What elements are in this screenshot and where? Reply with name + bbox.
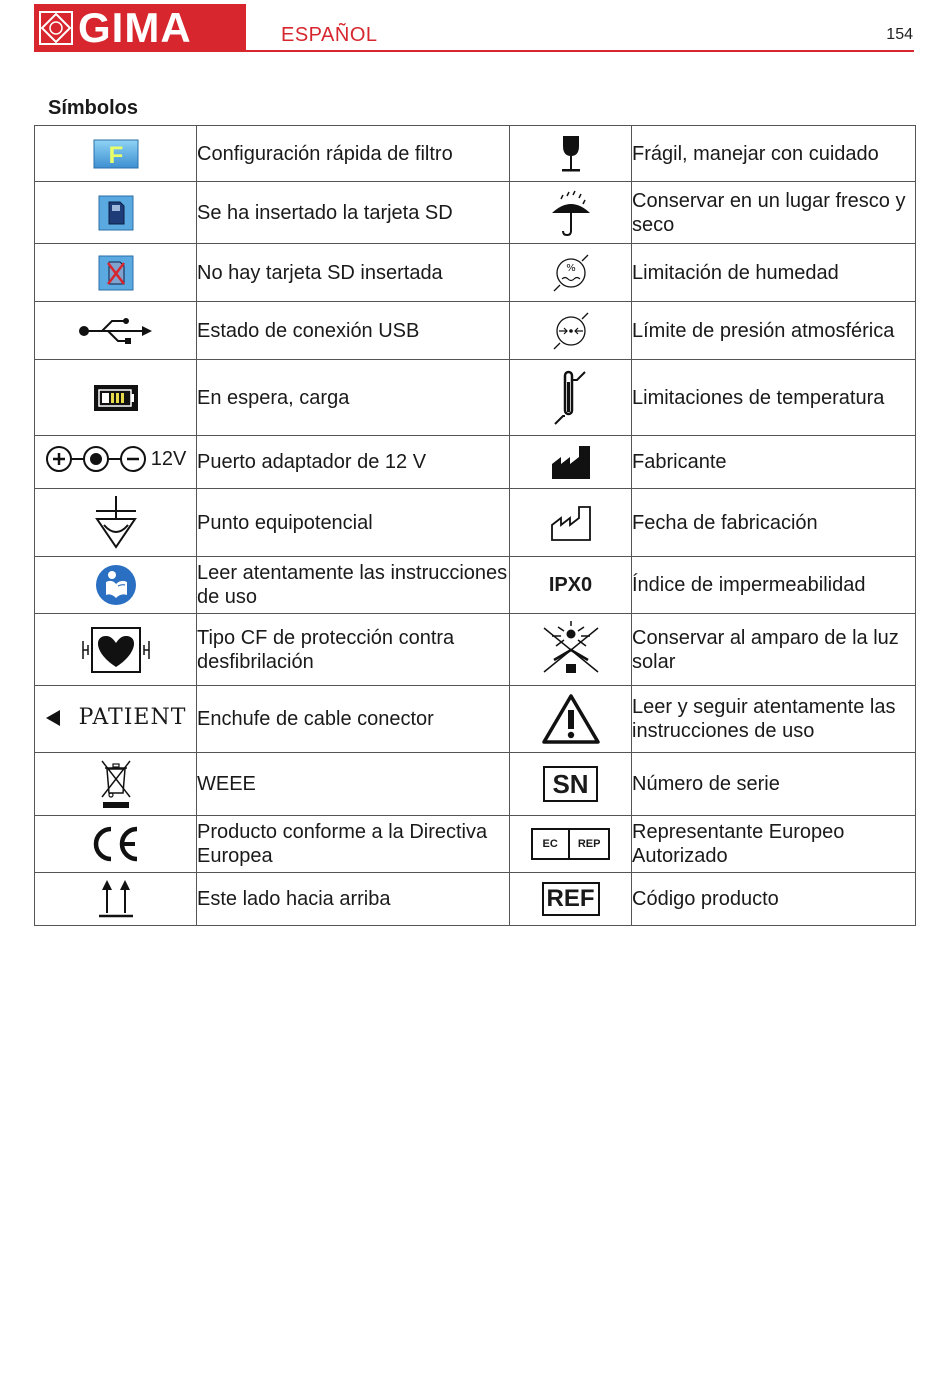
table-row <box>35 360 916 436</box>
symbol-description: Número de serie <box>632 753 916 816</box>
table-row <box>35 686 916 753</box>
symbol-description: Leer y seguir atentamente las instrucciones de uso <box>632 686 916 753</box>
symbol-description: Conservar al amparo de la luz solar <box>632 614 916 686</box>
read-instructions-icon <box>95 564 137 606</box>
symbol-description: Configuración rápida de filtro <box>197 126 510 182</box>
symbol-description: Código producto <box>632 873 916 926</box>
temperature-limit-icon <box>551 368 591 428</box>
svg-text:F: F <box>108 141 123 169</box>
fragile-glass-icon <box>556 134 586 174</box>
table-row <box>35 126 916 182</box>
table-row <box>35 557 916 614</box>
filter-f-icon <box>93 139 139 169</box>
symbol-description: Enchufe de cable conector <box>197 686 510 753</box>
dc-polarity-icon <box>45 444 147 474</box>
brand-name: GIMA <box>78 4 192 51</box>
keep-from-sunlight-icon <box>540 620 602 680</box>
usb-icon <box>78 316 154 346</box>
symbol-description: Puerto adaptador de 12 V <box>197 436 510 489</box>
page-number: 154 <box>886 26 913 43</box>
sd-card-missing-icon <box>98 255 134 291</box>
section-title: Símbolos <box>48 97 139 119</box>
table-row <box>35 182 916 244</box>
this-side-up-icon <box>97 879 135 919</box>
header-rule <box>246 50 914 52</box>
symbol-description: Fecha de fabricación <box>632 489 916 557</box>
symbol-description: Índice de impermeabilidad <box>632 557 916 614</box>
symbol-description: Producto conforme a la Directiva Europea <box>197 816 510 873</box>
symbol-description: Limitación de humedad <box>632 244 916 302</box>
umbrella-rain-icon <box>549 189 593 237</box>
language-label: ESPAÑOL <box>281 24 378 46</box>
symbol-description: Punto equipotencial <box>197 489 510 557</box>
table-row <box>35 614 916 686</box>
ref-box <box>542 882 600 916</box>
symbol-description: WEEE <box>197 753 510 816</box>
battery-charging-icon <box>94 385 138 411</box>
manufacture-date-icon <box>550 504 592 542</box>
symbol-description: Límite de presión atmosférica <box>632 302 916 360</box>
symbol-description: Representante Europeo Autorizado <box>632 816 916 873</box>
symbol-description: Frágil, manejar con cuidado <box>632 126 916 182</box>
gima-logo <box>34 4 246 52</box>
ec-rep-icon <box>531 828 611 860</box>
ipx0-label: IPX0 <box>548 574 593 596</box>
table-row <box>35 436 916 489</box>
symbol-description: Tipo CF de protección contra desfibrilación <box>197 614 510 686</box>
voltage-label: 12V <box>150 448 187 470</box>
symbol-description: Fabricante <box>632 436 916 489</box>
sn-label: SN <box>552 769 589 799</box>
ce-mark-icon <box>91 825 141 863</box>
pressure-limit-icon <box>550 309 592 353</box>
sd-card-inserted-icon <box>98 195 134 231</box>
table-row <box>35 873 916 926</box>
svg-text:%: % <box>565 262 576 274</box>
ec-label: EC <box>533 830 570 858</box>
table-row <box>35 489 916 557</box>
symbols-table <box>34 125 916 926</box>
symbol-description: Se ha insertado la tarjeta SD <box>197 182 510 244</box>
rep-label: REP <box>577 838 601 850</box>
symbol-description: Limitaciones de temperatura <box>632 360 916 436</box>
table-row <box>35 753 916 816</box>
serial-number-box <box>543 766 597 802</box>
symbol-description: Este lado hacia arriba <box>197 873 510 926</box>
humidity-limit-icon <box>550 251 592 295</box>
symbol-description: En espera, carga <box>197 360 510 436</box>
table-row <box>35 816 916 873</box>
gima-seal-icon <box>39 11 73 45</box>
weee-bin-icon <box>98 759 134 809</box>
symbol-description: Leer atentamente las instrucciones de uso <box>197 557 510 614</box>
patient-label: PATIENT <box>78 704 187 730</box>
equipotential-icon <box>93 495 139 551</box>
patient-arrow-icon <box>45 709 61 727</box>
warning-icon <box>541 693 601 745</box>
manufacturer-icon <box>551 444 591 480</box>
symbol-description: No hay tarjeta SD insertada <box>197 244 510 302</box>
cf-defibrillation-icon <box>80 625 152 675</box>
table-row <box>35 302 916 360</box>
symbol-description: Estado de conexión USB <box>197 302 510 360</box>
symbol-description: Conservar en un lugar fresco y seco <box>632 182 916 244</box>
ref-label: REF <box>546 885 595 912</box>
table-row <box>35 244 916 302</box>
